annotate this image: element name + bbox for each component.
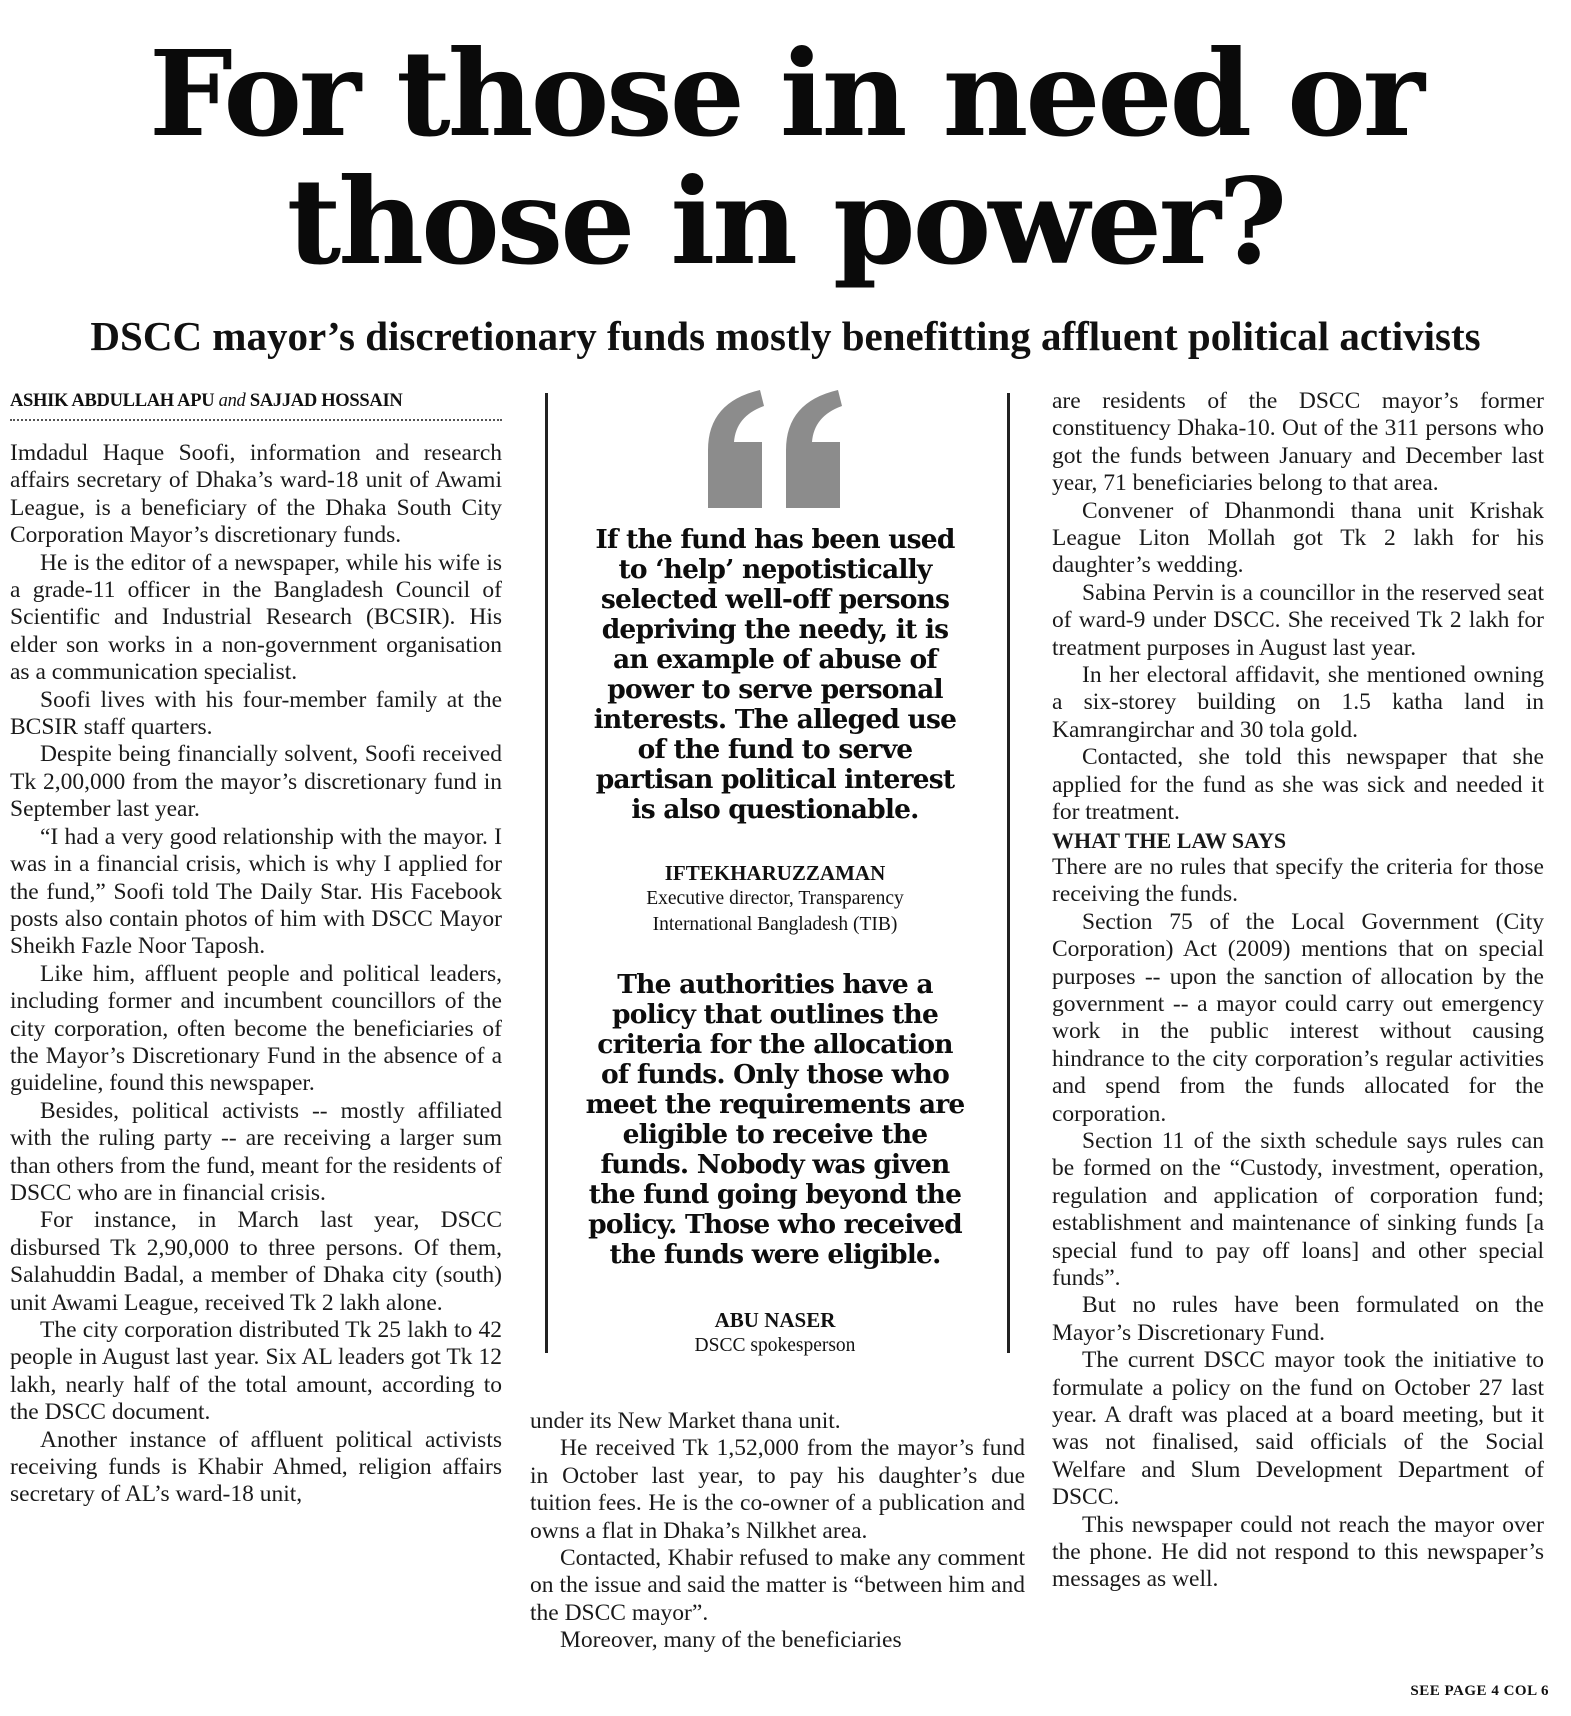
subheadline: DSCC mayor’s discretionary funds mostly benefitting affluent political activists [90, 313, 1481, 359]
paragraph: For instance, in March last year, DSCC disbursed Tk 2,90,000 to three persons. Of them, Salahuddin Badal, a member of Dhaka city (south) unit Awami League, received Tk 2 lakh alone. [10, 1207, 502, 1316]
paragraph: Sabina Pervin is a councillor in the reserved seat of ward-9 under DSCC. She received Tk 2 lakh for treatment purposes in August last year. [1052, 579, 1544, 661]
quote-mark-icon [700, 388, 850, 508]
paragraph: Convener of Dhanmondi thana unit Krishak League Liton Mollah got Tk 2 lakh for his daughter’s wedding. [1052, 497, 1544, 579]
pull-quote-1-role-line-1: Executive director, Transparency [646, 888, 904, 909]
paragraph: “I had a very good relationship with the mayor. I was in a financial crisis, which is why I applied for the fund,” Soofi told The Daily Star. His Facebook posts also contain photos of him with DSCC Mayor Sheikh Fazle Noor Taposh. [10, 823, 502, 960]
column-divider-right [1007, 393, 1010, 1353]
jump-line: SEE PAGE 4 COL 6 [1410, 1683, 1549, 1699]
paragraph: are residents of the DSCC mayor’s former constituency Dhaka-10. Out of the 311 persons who got the funds between January and December last year, 71 beneficiaries belong to that area. [1052, 388, 1544, 497]
pull-quote-1-name: IFTEKHARUZZAMAN [664, 861, 886, 885]
paragraph: Besides, political activists -- mostly affiliated with the ruling party -- are receiving a larger sum than others from the fund, meant for the residents of DSCC who are in financial crisis. [10, 1097, 502, 1206]
paragraph: under its New Market thana unit. [530, 1408, 841, 1434]
paragraph: Another instance of affluent political activists receiving funds is Khabir Ahmed, religion affairs secretary of AL’s ward-18 unit, [10, 1426, 502, 1508]
pull-quote-1: If the fund has been used to ‘help’ nepotistically selected well-off persons depriving the needy, it is an example of abuse of power to serve personal interests. The alleged use of the fund to serve partisan political interest is also questionable. [593, 524, 957, 825]
pull-quote-1-role-line-2: International Bangladesh (TIB) [652, 914, 898, 935]
paragraph: But no rules have been formulated on the Mayor’s Discretionary Fund. [1052, 1292, 1544, 1346]
article-column-3 [1052, 388, 1544, 1594]
paragraph: This newspaper could not reach the mayor over the phone. He did not respond to this newspaper’s messages as well. [1052, 1511, 1544, 1593]
paragraph: Section 75 of the Local Government (City Corporation) Act (2009) mentions that on special purposes -- upon the sanction of allocation by the government -- a mayor could carry out emergency work in the public interest without causing hindrance to the city corporation’s regular activities and spend from the funds allocated for the corporation. [1052, 908, 1544, 1127]
article-column-1 [10, 440, 502, 1509]
paragraph: Despite being financially solvent, Soofi received Tk 2,00,000 from the mayor’s discretionary fund in September last year. [10, 741, 502, 823]
paragraph: Like him, affluent people and political leaders, including former and incumbent councillors of the city corporation, often become the beneficiaries of the Mayor’s Discretionary Fund in the absence of a guideline, found this newspaper. [10, 960, 502, 1097]
pull-quote-2: The authorities have a policy that outlines the criteria for the allocation of funds. Only those who meet the requirements are eligible to receive the funds. Nobody was given the fund going beyond the policy. Those who received the funds were eligible. [585, 969, 965, 1270]
byline-author-2: SAJJAD HOSSAIN [249, 391, 403, 411]
column-divider-left [545, 393, 548, 1353]
headline-line-1: For those in need or [149, 24, 1422, 163]
headline-line-2: those in power? [286, 152, 1285, 291]
section-heading: WHAT THE LAW SAYS [1052, 827, 1287, 853]
paragraph: He is the editor of a newspaper, while his wife is a grade-11 officer in the Bangladesh Council of Scientific and Industrial Research (BCSIR). His elder son works in a non-government organisation as a communication specialist. [10, 549, 502, 686]
paragraph: Section 11 of the sixth schedule says rules can be formed on the “Custody, investment, operation, regulation and application of corporation fund; establishment and maintenance of sinking funds [a special fund to pay off loans] and other special funds”. [1052, 1127, 1544, 1291]
byline-conjunction: and [218, 391, 246, 411]
paragraph: In her electoral affidavit, she mentioned owning a six-storey building on 1.5 katha land in Kamrangirchar and 30 tola gold. [1052, 662, 1544, 743]
paragraph: He received Tk 1,52,000 from the mayor’s fund in October last year, to pay his daughter’s due tuition fees. He is the co-owner of a publication and owns a flat in Dhaka’s Nilkhet area. [530, 1435, 1025, 1544]
byline-author-1: ASHIK ABDULLAH APU [10, 391, 215, 411]
byline [10, 388, 502, 421]
paragraph: Moreover, many of the beneficiaries [560, 1627, 902, 1654]
paragraph: The current DSCC mayor took the initiative to formulate a policy on the fund on October 27 last year. A draft was placed at a board meeting, but it was not finalised, said officials of the Social Welfare and Slum Development Department of DSCC. [1052, 1347, 1544, 1511]
paragraph: Imdadul Haque Soofi, information and research affairs secretary of Dhaka’s ward-18 unit of Awami League, is a beneficiary of the Dhaka South City Corporation Mayor’s discretionary funds. [10, 440, 502, 549]
paragraph: Contacted, she told this newspaper that she applied for the fund as she was sick and needed it for treatment. [1052, 744, 1544, 826]
paragraph: Contacted, Khabir refused to make any comment on the issue and said the matter is “between him and the DSCC mayor”. [530, 1545, 1025, 1626]
pull-quote-2-attribution [585, 1307, 965, 1359]
headline [0, 24, 1571, 291]
pull-quote-2-name: ABU NASER [714, 1308, 836, 1332]
pull-quote-1-attribution [585, 860, 965, 938]
article-column-2 [530, 1408, 1025, 1655]
paragraph: Soofi lives with his four-member family at the BCSIR staff quarters. [10, 686, 502, 741]
pull-quote-2-role: DSCC spokesperson [694, 1335, 856, 1356]
paragraph: There are no rules that specify the criteria for those receiving the funds. [1052, 853, 1544, 908]
paragraph: The city corporation distributed Tk 25 lakh to 42 people in August last year. Six AL leaders got Tk 12 lakh, nearly half of the total amount, according to the DSCC document. [10, 1317, 502, 1426]
